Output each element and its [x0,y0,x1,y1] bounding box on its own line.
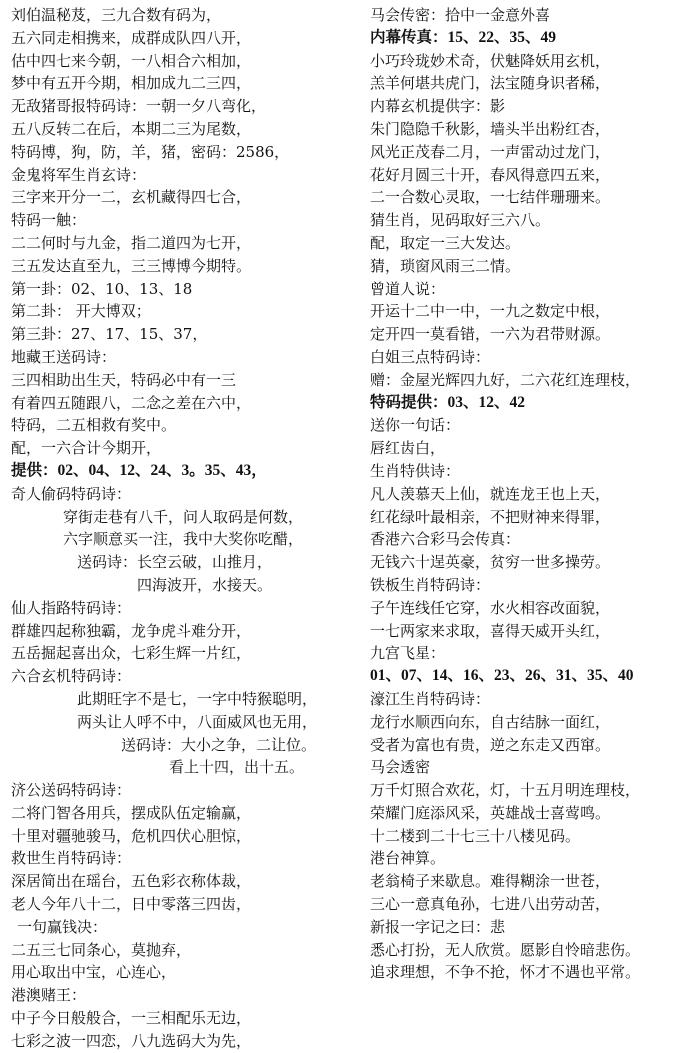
text-line: 港澳赌王： [11,986,87,1005]
text-line: 定开四一莫看错，一六为君带财源。 [370,325,611,344]
text-line: 金鬼将军生肖玄诗： [11,165,147,184]
text-line: 赠：金屋光辉四九好，二六花红连理枝， [370,370,641,389]
text-line: 开运十二中一中，一九之数定中根， [370,302,611,321]
text-line: 红花绿叶最相亲，不把财神来得罪， [370,507,611,526]
text-line: 铁板生肖特码诗： [370,575,491,594]
text-line: 受者为富也有贵，逆之东走又西窜。 [370,735,611,754]
text-line: 无钱六十逞英豪，贫穷一世多操劳。 [370,553,611,572]
text-line: 特码提供：03、12、42 [370,393,526,411]
text-line: 四海波开，水接天。 [137,575,273,594]
text-line: 猜，琐窗风雨三二情。 [370,256,521,275]
text-line: 特码博，狗，防，羊，猪，密码：2586， [11,142,290,161]
text-line: 马会透密 [370,758,431,777]
text-line: 万千灯照合欢花，灯，十五月明连理枝， [370,781,641,800]
text-line: 子午连线任它穿，水火相容改面貌， [370,598,611,617]
text-line: 追求理想，不争不抢，怀才不遇也平常。 [370,963,641,982]
text-line: 悉心打扮，无人欣赏。愿影自怜暗悲伤。 [370,940,641,959]
text-line: 白姐三点特码诗： [370,347,491,366]
text-line: 一七两家来求取，喜得天威开头红， [370,621,611,640]
text-line: 群雄四起称独霸，龙争虎斗难分开， [11,621,252,640]
text-line: 十二楼到二十七三十八楼见码。 [370,826,581,845]
text-line: 两头让人呼不中，八面威风也无用， [77,712,318,731]
text-line: 二将门智各用兵，摆成队伍定输赢， [11,803,252,822]
text-line: 三五发达直至九，三三博博今期特。 [11,256,252,275]
text-line: 估中四七来今朝，一八相合六相加， [11,51,252,70]
text-line: 无敌猪哥报特码诗：一朝一夕八弯化， [11,97,267,116]
text-line: 曾道人说： [370,279,446,298]
text-line: 唇红齿白， [370,439,446,458]
text-line: 配，取定一三大发达。 [370,233,521,252]
text-line: 老翁椅子来歇息。难得糊涂一世苍， [370,872,611,891]
text-line: 看上十四，出十五。 [169,758,305,777]
text-line: 第三卦：27、17、15、37， [11,325,208,344]
text-line: 朱门隐隐千秋影，墙头半出粉红杏， [370,119,611,138]
text-line: 特码，二五相救有奖中。 [11,416,177,435]
text-line: 港台神算。 [370,849,446,868]
text-line: 猜生肖，见码取好三六八。 [370,211,551,230]
right-column [370,4,686,984]
text-line: 地藏王送码诗： [11,347,117,366]
text-line: 马会传密：拾中一金意外喜 [370,6,551,24]
text-line: 内幕传真：15、22、35、49 [370,28,557,46]
text-line: 濠江生肖特码诗： [370,689,491,708]
text-line: 送你一句话： [370,416,461,435]
text-line: 仙人指路特码诗： [11,598,132,617]
text-line: 五八反转二在后，本期二三为尾数， [11,119,252,138]
text-line: 七彩之波一四恋，八九选码大为先， [11,1031,252,1050]
text-line: 送码诗：大小之争，二让位。 [121,735,317,754]
text-line: 花好月圆三十开，春风得意四五来， [370,165,611,184]
text-line: 二一合数心灵取，一七结伴珊珊来。 [370,188,611,207]
text-line: 救世生肖特码诗： [11,849,132,868]
text-line: 配，一六合计今期开， [11,439,162,458]
text-line: 二二何时与九金，指二道四为七开， [11,233,252,252]
text-line: 梦中有五开今期，相加成九二三四， [11,74,252,93]
text-line: 六字顺意买一注，我中大奖你吃醋， [63,530,304,549]
text-line: 新报一字记之曰：悲 [370,917,506,936]
text-line: 一句赢钱决： [17,917,108,936]
text-line: 十里对疆驰骏马，危机四伏心胆惊， [11,826,252,845]
text-line: 济公送码特码诗： [11,781,132,800]
text-line: 有着四五随跟八，二念之差在六中， [11,393,252,412]
text-line: 内幕玄机提供字：影 [370,97,506,116]
text-line: 龙行水顺西向东，自古结脉一面红， [370,712,611,731]
text-line: 三字来开分一二，玄机藏得四七合， [11,188,252,207]
left-column [11,4,356,1053]
text-line: 奇人偷码特码诗： [11,484,132,503]
text-line: 羔羊何堪共虎门，法宝随身识者稀， [370,74,611,93]
text-line: 二五三七同条心，莫抛弃， [11,940,192,959]
text-line: 第一卦：02、10、13、18 [11,279,193,298]
text-line: 九宫飞星： [370,644,446,663]
text-line: 第二卦： 开大博双； [11,302,151,321]
text-line: 五六同走相携来，成群成队四八开， [11,28,252,47]
text-line: 三心一意真龟孙，七进八出劳动苦， [370,895,611,914]
text-line: 中子今日般般合，一三相配乐无边， [11,1009,252,1028]
text-line: 特码一触： [11,211,87,230]
text-line: 小巧玲珑妙术奇，伏魅降妖用玄机， [370,51,611,70]
text-line: 五岳掘起喜出众，七彩生辉一片红， [11,644,252,663]
text-line: 用心取出中宝，心连心， [11,963,177,982]
text-line: 荣耀门庭添风采，英雄战士喜莺鸣。 [370,803,611,822]
text-line: 深居简出在瑶台，五色彩衣称体裁， [11,872,252,891]
text-line: 穿街走巷有八千，问人取码是何数， [63,507,304,526]
text-line: 此期旺字不是七，一字中特猴聪明， [77,689,318,708]
text-line: 送码诗：长空云破，山推月， [77,553,273,572]
text-line: 老人今年八十二，日中零落三四齿， [11,895,252,914]
text-line: 风光正茂春二月，一声雷动过龙门， [370,142,611,161]
text-line: 三四相助出生天，特码必中有一三 [11,370,237,389]
text-line: 刘伯温秘芨，三九合数有码为， [11,6,222,24]
text-line: 凡人羡慕天上仙，就连龙王也上天， [370,484,611,503]
text-line: 六合玄机特码诗： [11,667,132,686]
text-line: 提供：02、04、12、24、3。35、43， [11,461,267,479]
text-line: 01、07、14、16、23、26、31、35、40 [370,667,634,685]
text-line: 香港六合彩马会传真： [370,530,521,549]
text-line: 生肖特供诗： [370,461,461,480]
